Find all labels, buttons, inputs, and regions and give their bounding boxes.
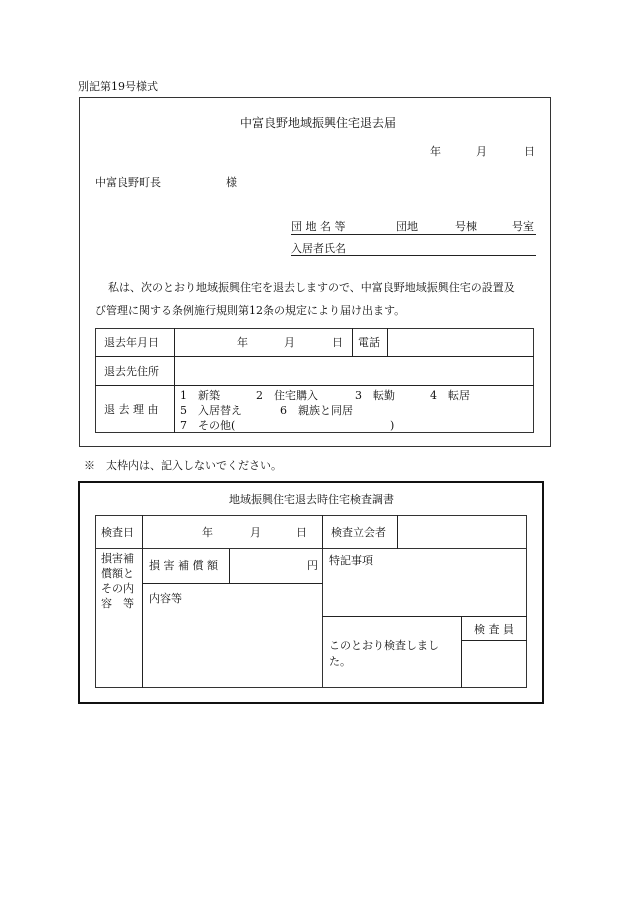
addressee: 中富良野町長 — [95, 176, 161, 189]
witness-field[interactable] — [400, 518, 524, 546]
compensation-label: 損 害 補 償 額 — [149, 559, 218, 572]
reason-label: 退 去 理 由 — [104, 403, 159, 416]
reason-option-7[interactable]: 7 その他( — [180, 419, 236, 432]
details-field[interactable] — [146, 608, 320, 684]
reason-option-4[interactable]: 4 転居 — [430, 389, 470, 402]
confirm-text-line1: このとおり検査しまし — [329, 639, 439, 652]
body-text-line1: 私は、次のとおり地域振興住宅を退去しますので、中富良野地域振興住宅の設置及 — [108, 281, 515, 294]
confirm-text-line2: た。 — [329, 655, 351, 668]
damage-label-line2: 償額と — [101, 567, 134, 580]
destination-field[interactable] — [178, 359, 530, 383]
inspection-date-label: 検査日 — [101, 526, 134, 539]
resident-label: 入居者氏名 — [291, 242, 346, 255]
body-text-line2: び管理に関する条例施行規則第12条の規定により届け出ます。 — [95, 304, 406, 317]
inspector-signature-field[interactable] — [464, 643, 524, 685]
building-unit: 号棟 — [455, 220, 477, 233]
notice-date-month[interactable]: 月 — [476, 145, 487, 158]
inspection-title: 地域振興住宅退去時住宅検査調書 — [229, 493, 394, 506]
notice-date-day[interactable]: 日 — [524, 145, 535, 158]
reason-option-5[interactable]: 5 入居替え — [180, 404, 242, 417]
danchi-name-field[interactable] — [350, 216, 390, 232]
inspection-month[interactable]: 月 — [250, 526, 261, 539]
inspection-year[interactable]: 年 — [202, 526, 213, 539]
moveout-date-label: 退去年月日 — [104, 336, 159, 349]
phone-field[interactable] — [390, 330, 530, 354]
phone-label: 電話 — [358, 336, 380, 349]
danchi-label: 団 地 名 等 — [291, 220, 346, 233]
special-notes-label: 特記事項 — [329, 554, 373, 567]
moveout-year[interactable]: 年 — [237, 336, 248, 349]
notice-title: 中富良野地域振興住宅退去届 — [240, 116, 397, 130]
resident-underline — [291, 255, 536, 256]
notice-date-year[interactable]: 年 — [430, 145, 441, 158]
danchi-underline — [291, 234, 536, 235]
honorific: 様 — [226, 176, 237, 189]
note-text: ※ 太枠内は、記入しないでください。 — [84, 459, 282, 472]
compensation-amount-field[interactable] — [232, 552, 304, 580]
damage-label-line3: その内 — [101, 582, 134, 595]
damage-label-line1: 損害補 — [101, 552, 134, 565]
inspector-label: 検 査 員 — [474, 623, 514, 636]
reason-option-6[interactable]: 6 親族と同居 — [280, 404, 353, 417]
witness-label: 検査立会者 — [331, 526, 386, 539]
details-label: 内容等 — [149, 592, 182, 605]
inspection-day[interactable]: 日 — [296, 526, 307, 539]
special-notes-field[interactable] — [326, 570, 522, 614]
damage-label-line4: 容 等 — [101, 597, 134, 610]
moveout-day[interactable]: 日 — [332, 336, 343, 349]
reason-option-2[interactable]: 2 住宅購入 — [256, 389, 318, 402]
destination-label: 退去先住所 — [104, 365, 159, 378]
danchi-unit: 団地 — [396, 220, 418, 233]
resident-name-field[interactable] — [360, 240, 530, 254]
room-unit: 号室 — [512, 220, 534, 233]
reason-option-3[interactable]: 3 転勤 — [355, 389, 395, 402]
form-number: 別記第19号様式 — [78, 80, 158, 93]
reason-other-close: ) — [390, 419, 395, 432]
yen-unit: 円 — [307, 559, 318, 572]
moveout-month[interactable]: 月 — [284, 336, 295, 349]
reason-option-1[interactable]: 1 新築 — [180, 389, 220, 402]
